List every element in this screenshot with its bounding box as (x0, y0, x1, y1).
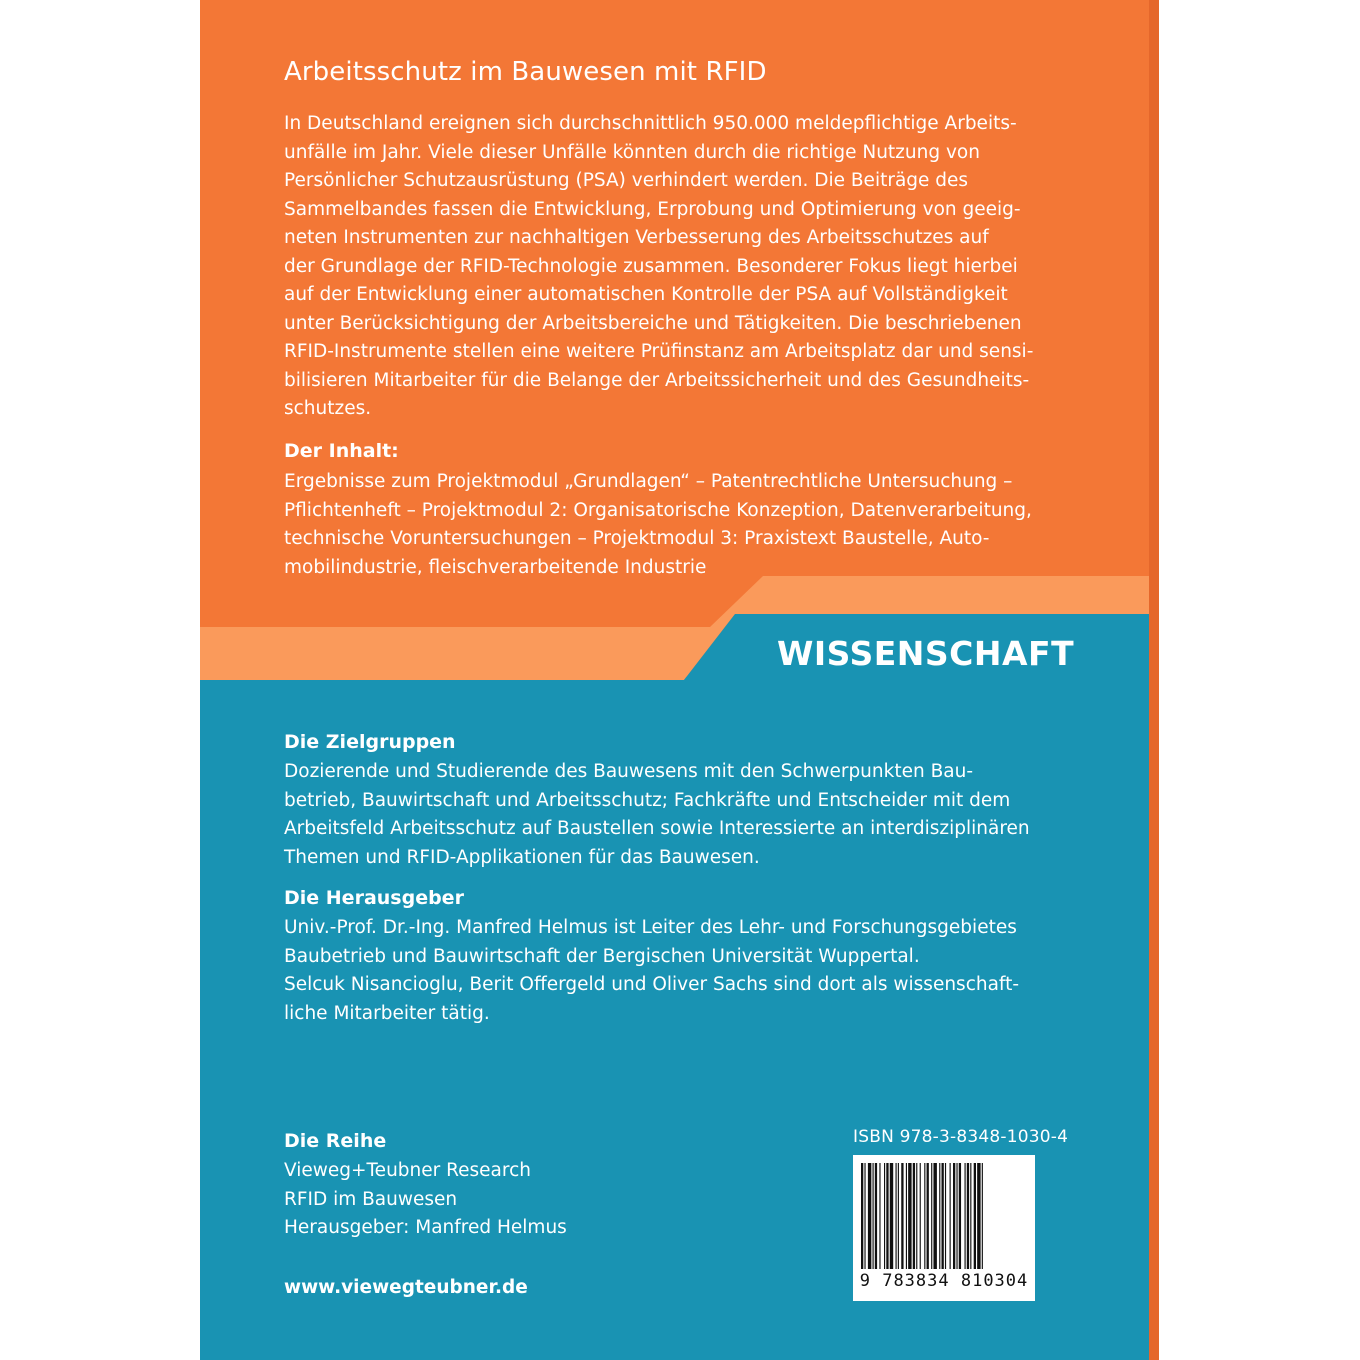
barcode-bar (886, 1163, 888, 1269)
contents-heading: Der Inhalt: (284, 440, 399, 462)
barcode-bar (916, 1163, 917, 1269)
barcode-bar (898, 1163, 899, 1269)
barcode-bar (970, 1163, 971, 1269)
isbn-barcode (853, 1155, 1035, 1301)
barcode-bar (908, 1163, 911, 1269)
barcode-bar (939, 1163, 940, 1269)
description-line: unter Berücksichtigung der Arbeitsbereiche und Tätigkeiten. Die beschriebenen (284, 312, 1022, 334)
barcode-bar (982, 1163, 983, 1269)
barcode-bar (974, 1163, 976, 1269)
barcode-bar (959, 1163, 961, 1269)
series-label: WISSENSCHAFT (777, 634, 1075, 673)
barcode-bar (920, 1163, 921, 1269)
series-line: Vieweg+Teubner Research (284, 1160, 531, 1181)
editors-line: Baubetrieb und Bauwirtschaft der Bergischen Universität Wuppertal. (284, 945, 920, 967)
barcode-bar (950, 1163, 951, 1269)
book-title: Arbeitsschutz im Bauwesen mit RFID (284, 57, 767, 87)
description-line: neten Instrumenten zur nachhaltigen Verbesserung des Arbeitsschutzes auf (284, 227, 989, 248)
barcode-bar (942, 1163, 944, 1269)
barcode-bar (864, 1163, 865, 1269)
series-heading: Die Reihe (284, 1130, 387, 1152)
barcode-bar (896, 1163, 897, 1269)
barcode-bar (927, 1163, 929, 1269)
target-groups-line: Themen und RFID-Applikationen für das Bauwesen. (284, 846, 760, 868)
description-line: bilisieren Mitarbeiter für die Belange der Arbeitssicherheit und des Gesundheits- (284, 369, 1030, 391)
barcode-bar (931, 1163, 932, 1269)
editors-heading: Die Herausgeber (284, 887, 464, 909)
target-groups-line: betrieb, Bauwirtschaft und Arbeitsschutz; Fachkräfte und Entscheider mit dem (284, 789, 1011, 811)
description-line: der Grundlage der RFID-Technologie zusammen. Besonderer Fokus liegt hierbei (284, 255, 1018, 277)
isbn-text: ISBN 978-3-8348-1030-4 (853, 1127, 1069, 1147)
barcode-bar (965, 1163, 966, 1269)
barcode-bar (933, 1163, 936, 1269)
publisher-website: www.viewegteubner.de (284, 1277, 528, 1298)
contents-line: mobilindustrie, fleischverarbeitende Industrie (284, 556, 707, 578)
barcode-bar (901, 1163, 903, 1269)
target-groups-line: Arbeitsfeld Arbeitsschutz auf Baustellen sowie Interessierte an interdisziplinären (284, 818, 1030, 839)
barcode-bar (913, 1163, 915, 1269)
barcode-bars (861, 1163, 1027, 1275)
editors-line: Univ.-Prof. Dr.-Ing. Manfred Helmus ist Leiter des Lehr- und Forschungsgebietes (284, 917, 1017, 938)
barcode-bar (953, 1163, 955, 1269)
barcode-bar (873, 1163, 874, 1269)
target-groups-line: Dozierende und Studierende des Bauwesens mit den Schwerpunkten Bau- (284, 761, 974, 782)
spine-edge (1149, 0, 1159, 1360)
contents-line: technische Voruntersuchungen – Projektmodul 3: Praxistext Baustelle, Auto- (284, 528, 990, 549)
description-line: unfälle im Jahr. Viele dieser Unfälle könnten durch die richtige Nutzung von (284, 141, 980, 163)
description-line: Sammelbandes fassen die Entwicklung, Erprobung und Optimierung von geeig- (284, 198, 1021, 220)
barcode-bar (967, 1163, 969, 1269)
contents-text (284, 468, 1104, 582)
description-line: Persönlicher Schutzausrüstung (PSA) verhindert werden. Die Beiträge des (284, 170, 969, 191)
editors-text (284, 914, 1104, 1028)
description-line: RFID-Instrumente stellen eine weitere Prüfinstanz am Arbeitsplatz dar und sensi- (284, 341, 1034, 362)
series-line: Herausgeber: Manfred Helmus (284, 1217, 567, 1238)
barcode-bar (977, 1163, 980, 1269)
editors-line: Selcuk Nisancioglu, Berit Offergeld und Oliver Sachs sind dort als wissenschaft- (284, 974, 1020, 995)
editors-line: liche Mitarbeiter tätig. (284, 1002, 490, 1024)
barcode-bar (890, 1163, 893, 1269)
barcode-bar (868, 1163, 871, 1269)
series-line: RFID im Bauwesen (284, 1188, 458, 1210)
barcode-bar (956, 1163, 957, 1269)
description (284, 110, 1104, 424)
barcode-bar (945, 1163, 946, 1269)
description-line: In Deutschland ereignen sich durchschnittlich 950.000 meldepflichtige Arbeits- (284, 113, 1017, 134)
barcode-bar (884, 1163, 885, 1269)
barcode-bar (879, 1163, 880, 1269)
target-groups-heading: Die Zielgruppen (284, 731, 456, 753)
barcode-bar (861, 1163, 863, 1269)
barcode-bar (906, 1163, 907, 1269)
target-groups-text (284, 758, 1104, 872)
contents-line: Pflichtenheft – Projektmodul 2: Organisatorische Konzeption, Datenverarbeitung, (284, 499, 1032, 521)
description-line: schutzes. (284, 398, 372, 419)
barcode-bar (924, 1163, 925, 1269)
contents-line: Ergebnisse zum Projektmodul „Grundlagen“ – Patentrechtliche Untersuchung – (284, 471, 1013, 492)
barcode-digits: 9 783834 810304 (859, 1271, 1029, 1291)
description-line: auf der Entwicklung einer automatischen Kontrolle der PSA auf Vollständigkeit (284, 284, 1008, 305)
barcode-bar (875, 1163, 877, 1269)
